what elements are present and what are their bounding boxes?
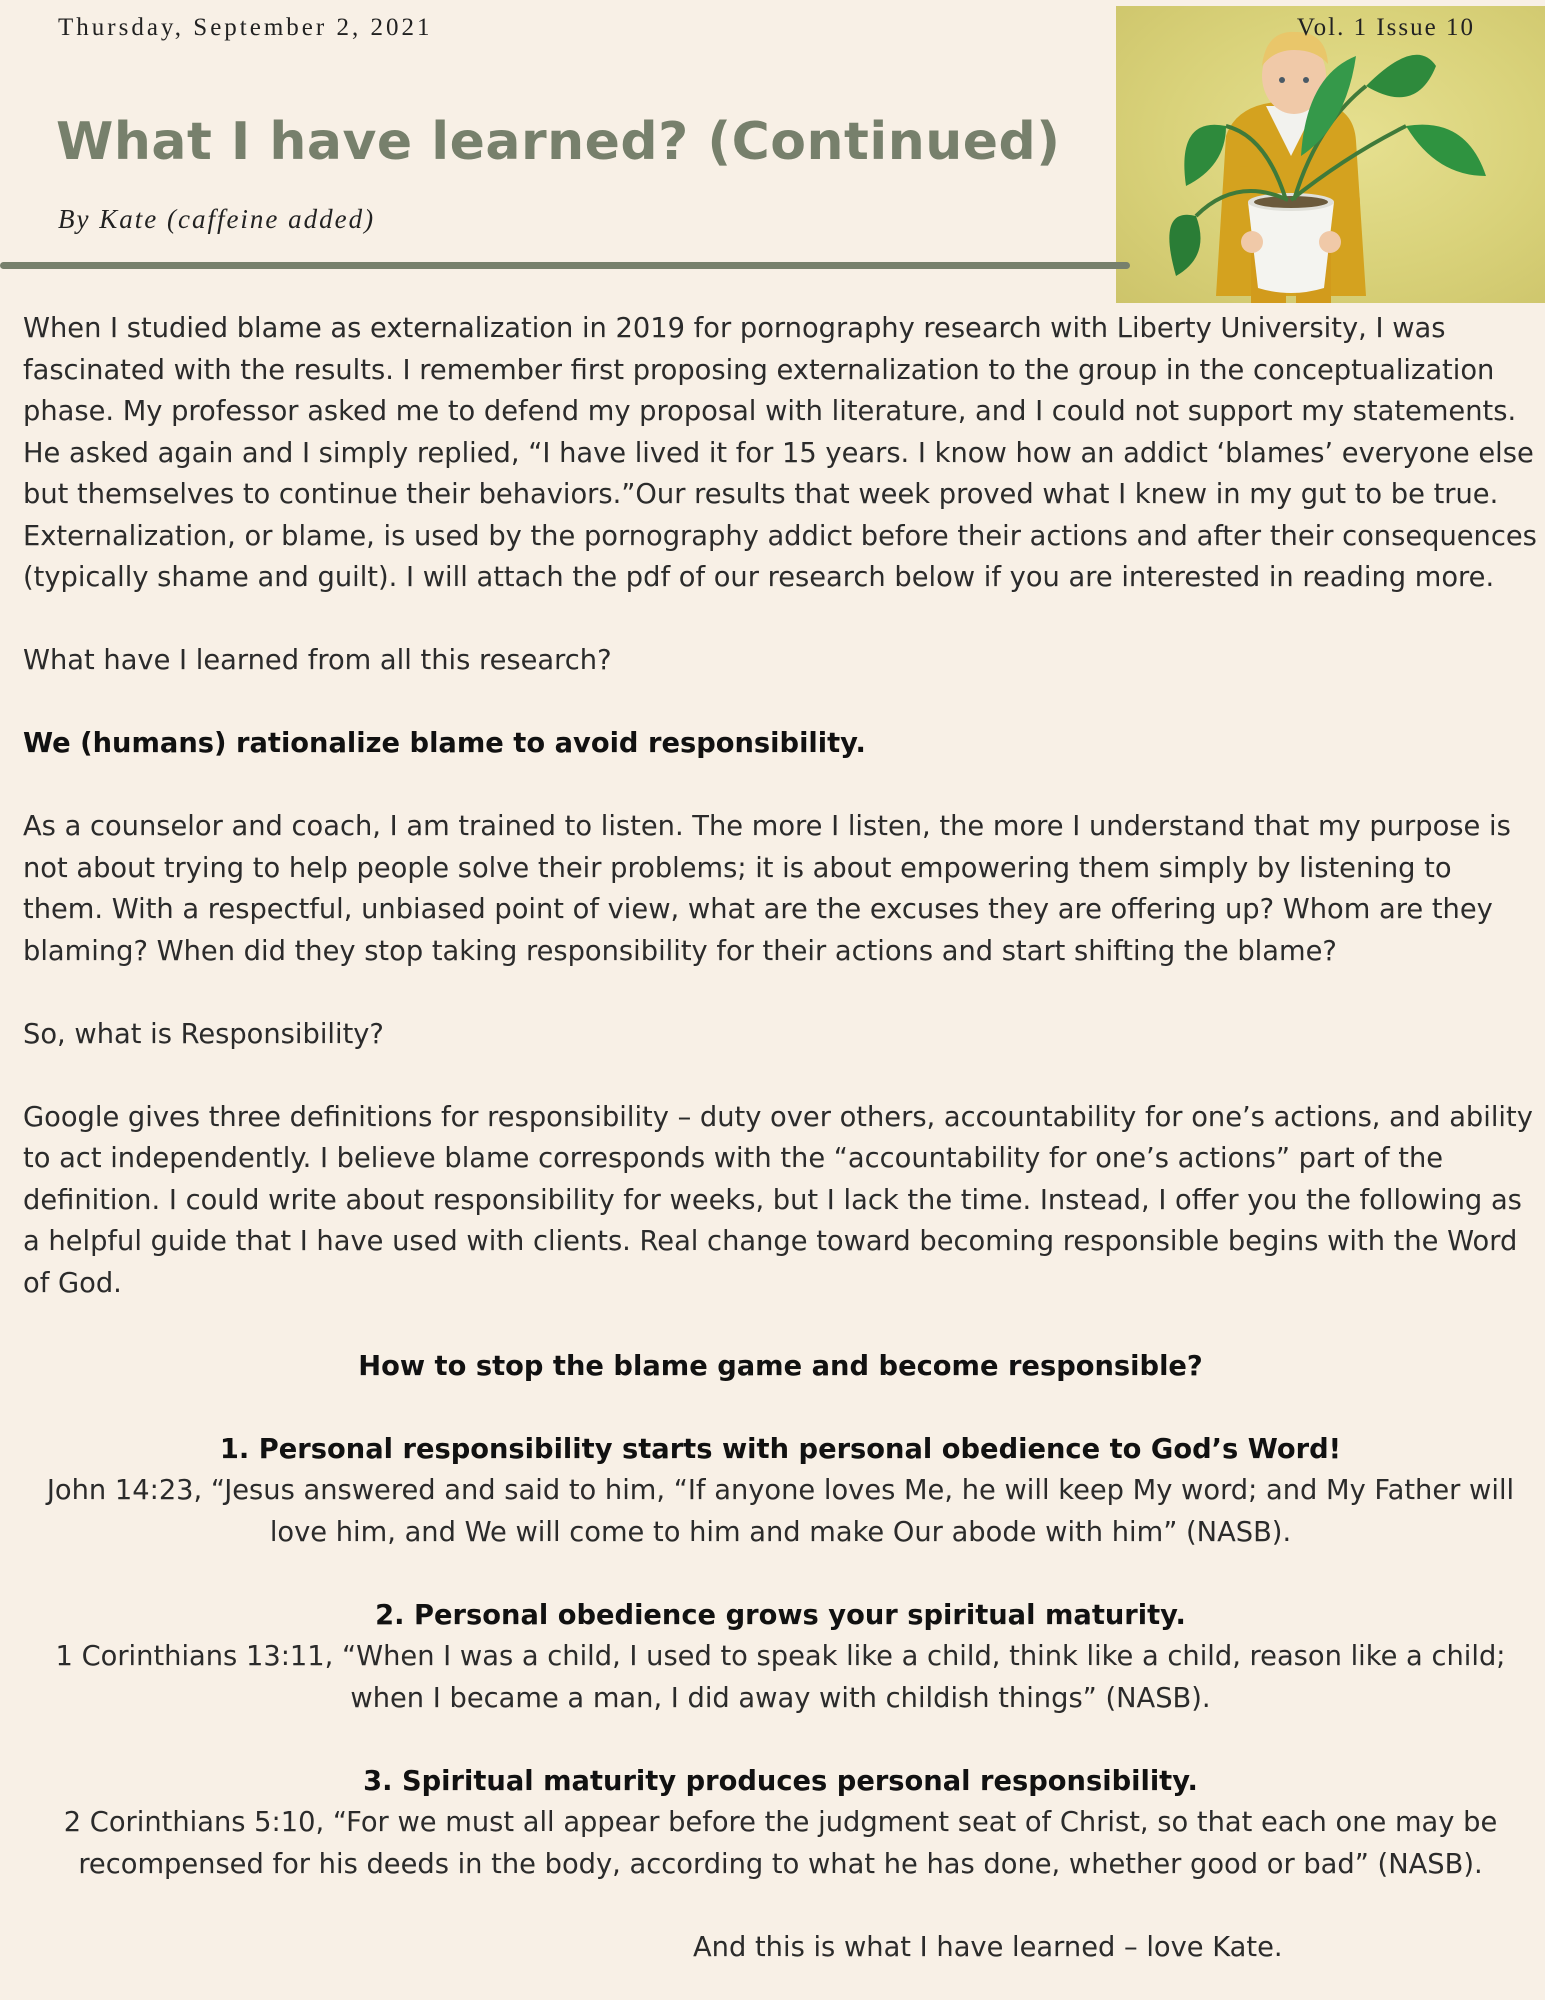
paragraph-4: As a counselor and coach, I am trained to listen. The more I listen, the more I understand that my purpose is not about trying to help people solve their problems; it is about empowering them simply by listening to them. With a respectful, unbiased point of view, what are the excuses they are offering up? Whom are they blaming? When did they stop taking responsibility for their actions and start shifting the blame? bbox=[23, 811, 1511, 967]
child-with-plant-illustration bbox=[1116, 6, 1545, 303]
article-body bbox=[23, 308, 1538, 2000]
issue-number: Vol. 1 Issue 10 bbox=[1296, 14, 1475, 41]
step-3-verse: 2 Corinthians 5:10, “For we must all appear before the judgment seat of Christ, so that each one may be recompensed for his deeds in the body, according to what he has done, whether good or bad” (NASB). bbox=[63, 1807, 1498, 1880]
paragraph-1: When I studied blame as externalization in 2019 for pornography research with Liberty University, I was fascinated with the results. I remember first proposing externalization to the group in the conceptualization phase. My professor asked me to defend my proposal with literature, and I could not support my statements. He asked again and I simply replied, “I have lived it for 15 years. I know how an addict ‘blames’ everyone else but themselves to continue their behaviors.”Our results that week proved what I knew in my gut to be true. Externalization, or blame, is used by the pornography addict before their actions and after their consequences (typically shame and guilt). I will attach the pdf of our research below if you are interested in reading more. bbox=[23, 313, 1537, 593]
key-statement: We (humans) rationalize blame to avoid responsibility. bbox=[23, 728, 866, 759]
step-2-verse: 1 Corinthians 13:11, “When I was a child, I used to speak like a child, think like a child, reason like a child; when I became a man, I did away with childish things” (NASB). bbox=[55, 1641, 1506, 1714]
header-photo bbox=[1116, 6, 1545, 303]
article-byline: By Kate (caffeine added) bbox=[58, 204, 376, 234]
paragraph-6: Google gives three definitions for responsibility – duty over others, accountability for one’s actions, and ability to act independently. I believe blame corresponds with the “accountability for one’s actions” part of the definition. I could write about responsibility for weeks, but I lack the time. Instead, I offer you the following as a helpful guide that I have used with clients. Real change toward becoming responsible begins with the Word of God. bbox=[23, 1101, 1533, 1299]
step-3-heading: 3. Spiritual maturity produces personal responsibility. bbox=[363, 1765, 1198, 1797]
guide-heading: How to stop the blame game and become responsible? bbox=[358, 1350, 1203, 1382]
step-2-heading: 2. Personal obedience grows your spiritual maturity. bbox=[375, 1599, 1186, 1631]
paragraph-2: What have I learned from all this research? bbox=[23, 645, 612, 676]
paragraph-5: So, what is Responsibility? bbox=[23, 1018, 384, 1050]
step-1-verse: John 14:23, “Jesus answered and said to him, “If anyone loves Me, he will keep My word; and My Father will love him, and We will come to him and make Our abode with him” (NASB). bbox=[46, 1475, 1515, 1548]
closing-line: And this is what I have learned – love Kate. bbox=[693, 1931, 1283, 1963]
issue-date: Thursday, September 2, 2021 bbox=[58, 14, 433, 41]
article-title: What I have learned? (Continued) bbox=[56, 112, 1061, 172]
title-divider bbox=[0, 262, 1130, 269]
step-1-heading: 1. Personal responsibility starts with personal obedience to God’s Word! bbox=[219, 1433, 1342, 1465]
